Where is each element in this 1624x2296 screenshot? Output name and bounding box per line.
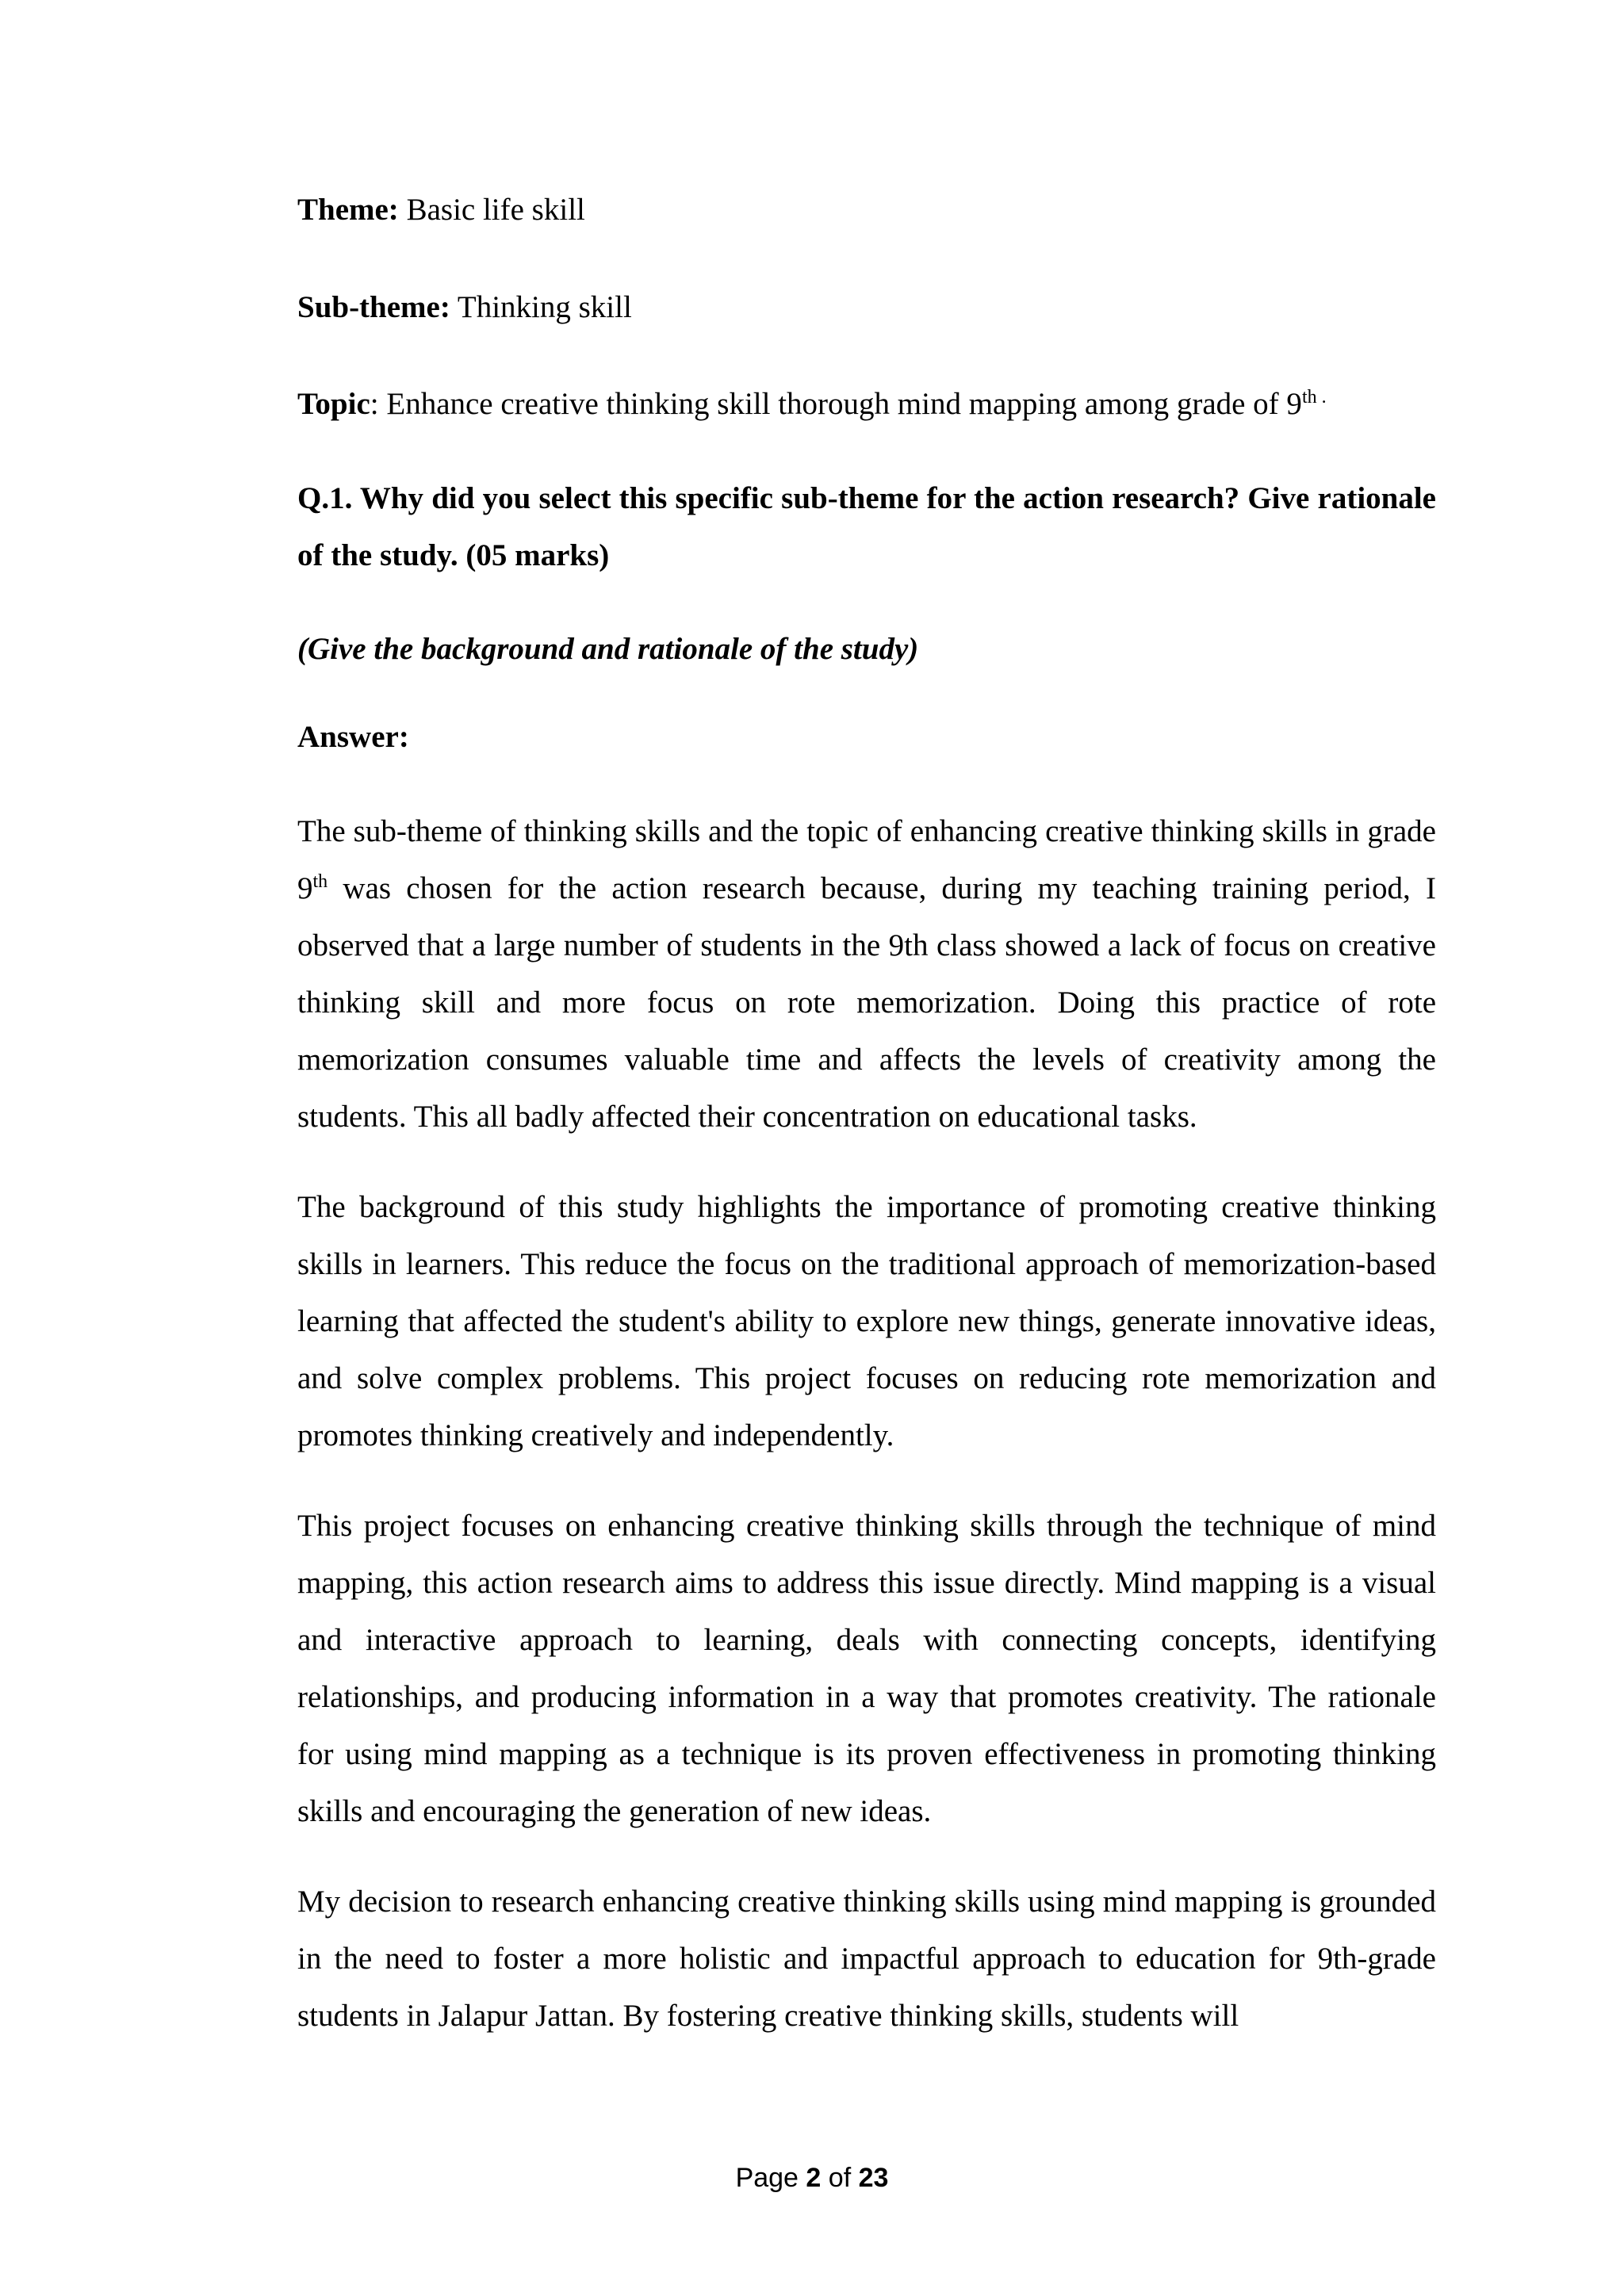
footer-page-total: 23 [858, 2163, 889, 2193]
topic-superscript: th . [1301, 387, 1327, 408]
topic-line [297, 381, 1436, 428]
answer-label: Answer: [297, 720, 409, 754]
paragraph-3: This project focuses on enhancing creative thinking skills through the technique of mind mapping, this action research aims to address this issue directly. Mind mapping is a visual and interactive approach to learning, deals with connecting concepts, identifying relationships, and producing information in a way that promotes creativity. The rationale for using mind mapping as a technique is its proven effectiveness in promoting thinking skills and encouraging the generation of new ideas. [297, 1508, 1436, 1828]
paragraph-4: My decision to research enhancing creative thinking skills using mind mapping is grounded in the need to foster a more holistic and impactful approach to education for 9th-grade students in Jalapur Jattan. By fostering creative thinking skills, students will [297, 1884, 1436, 2033]
topic-label: Topic [297, 387, 370, 421]
subtheme-label: Sub-theme: [297, 289, 450, 324]
paragraph-1-rest: was chosen for the action research because, during my teaching training period, I observed that a large number of students in the 9th class showed a lack of focus on creative thinking skill and more focus on rote memorization. Doing this practice of rote memorization consumes valuable time and affects the levels of creativity among the students. This all badly affected their concentration on educational tasks. [297, 871, 1436, 1134]
subtheme-line [297, 285, 1436, 331]
footer-page-number: 2 [806, 2163, 822, 2193]
theme-label: Theme: [297, 193, 399, 227]
page-footer [0, 2163, 1624, 2194]
paragraph-1 [297, 803, 1436, 1146]
topic-value: : Enhance creative thinking skill thorough mind mapping among grade of 9 [370, 387, 1302, 421]
paragraph-1-superscript: th [312, 871, 328, 892]
paragraph-1-start: The sub-theme of thinking skills and the topic of enhancing creative thinking skills in grade 9 [297, 813, 1436, 905]
question-instruction: (Give the background and rationale of the study) [297, 631, 919, 666]
theme-value: Basic life skill [398, 193, 585, 227]
footer-of-word: of [828, 2163, 852, 2193]
page-content [297, 187, 1436, 2078]
subtheme-value: Thinking skill [450, 289, 632, 324]
question-text: Q.1. Why did you select this specific sub-theme for the action research? Give rationale of the study. (05 marks) [297, 480, 1436, 572]
footer-page-word: Page [735, 2163, 799, 2193]
paragraph-2: The background of this study highlights the importance of promoting creative thinking skills in learners. This reduce the focus on the traditional approach of memorization-based learning that affected the student's ability to explore new things, generate innovative ideas, and solve complex problems. This project focuses on reducing rote memorization and promotes thinking creatively and independently. [297, 1189, 1436, 1452]
theme-line [297, 187, 1436, 234]
